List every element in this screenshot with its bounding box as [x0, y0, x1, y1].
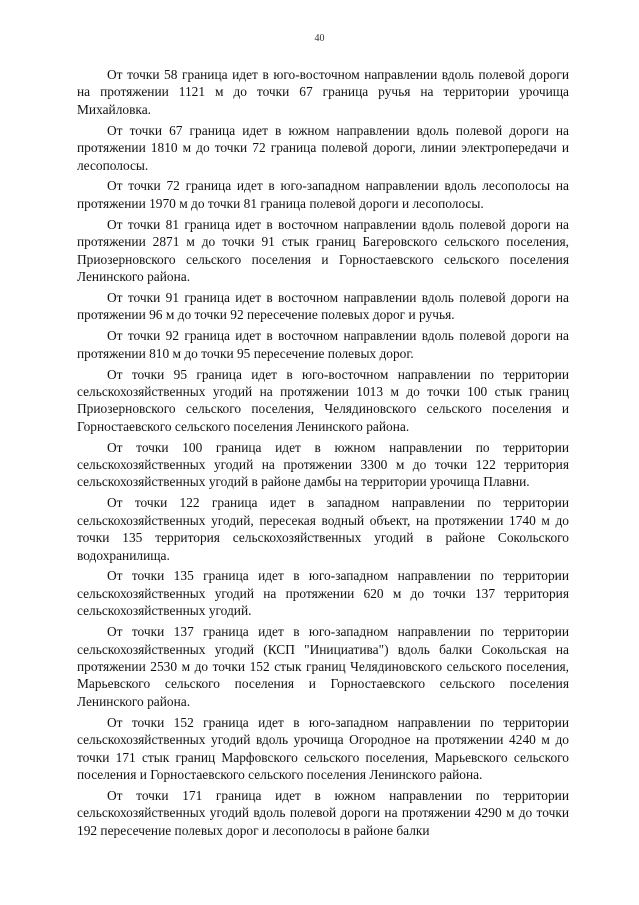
paragraph: От точки 137 граница идет в юго-западном направлении по территории сельскохозяйственных угодий (КСП "Инициатива") вдоль балки Сокольская на протяжении 2530 м до точки 152 стык границ Челядиновского сельского поселения, Марьевского сельского поселения и Горностаевского сельского поселения Ленинского района. — [77, 624, 569, 709]
paragraph: От точки 72 граница идет в юго-западном направлении вдоль лесополосы на протяжении 1970 м до точки 81 граница полевой дороги и лесополосы. — [77, 178, 569, 211]
paragraph: От точки 92 граница идет в восточном направлении вдоль полевой дороги на протяжении 810 м до точки 95 пересечение полевых дорог. — [77, 328, 569, 361]
paragraph: От точки 171 граница идет в южном направлении по территории сельскохозяйственных угодий вдоль полевой дороги на протяжении 4290 м до точки 192 пересечение полевых дорог и лесополосы в районе балки — [77, 787, 569, 838]
paragraph: От точки 95 граница идет в юго-восточном направлении по территории сельскохозяйственных угодий на протяжении 1013 м до точки 100 стык границ Приозерновского сельского поселения, Челядиновского сельского поселения и Горностаевского сельского поселения Ленинского района. — [77, 366, 569, 434]
paragraph: От точки 100 граница идет в южном направлении по территории сельскохозяйственных угодий на протяжении 3300 м до точки 122 территория сельскохозяйственных угодий в районе дамбы на территории урочища Плавни. — [77, 439, 569, 490]
paragraph: От точки 67 граница идет в южном направлении вдоль полевой дороги на протяжении 1810 м до точки 72 граница полевой дороги, линии электропередачи и лесополосы. — [77, 122, 569, 173]
paragraph: От точки 122 граница идет в западном направлении по территории сельскохозяйственных угодий, пересекая водный объект, на протяжении 1740 м до точки 135 территория сельскохозяйственных угодий в районе Сокольского водохранилища. — [77, 495, 569, 563]
paragraph: От точки 91 граница идет в восточном направлении вдоль полевой дороги на протяжении 96 м до точки 92 пересечение полевых дорог и ручья. — [77, 289, 569, 323]
paragraph: От точки 135 граница идет в юго-западном направлении по территории сельскохозяйственных угодий на протяжении 620 м до точки 137 территория сельскохозяйственных угодий. — [77, 568, 569, 619]
document-body — [77, 66, 569, 843]
paragraph: От точки 81 граница идет в восточном направлении вдоль полевой дороги на протяжении 2871 м до точки 91 стык границ Багеровского сельского поселения, Приозерновского сельского поселения и Горностаевского сельского поселения Ленинского района. — [77, 216, 569, 284]
paragraph: От точки 152 граница идет в юго-западном направлении по территории сельскохозяйственных угодий вдоль урочища Огородное на протяжении 4240 м до точки 171 стык границ Марфовского сельского поселения, Марьевского сельского поселения и Горностаевского сельского поселения Ленинского района. — [77, 714, 569, 782]
page-number: 40 — [314, 33, 325, 44]
paragraph: От точки 58 граница идет в юго-восточном направлении вдоль полевой дороги на протяжении 1121 м до точки 67 граница ручья на территории урочища Михайловка. — [77, 67, 569, 117]
